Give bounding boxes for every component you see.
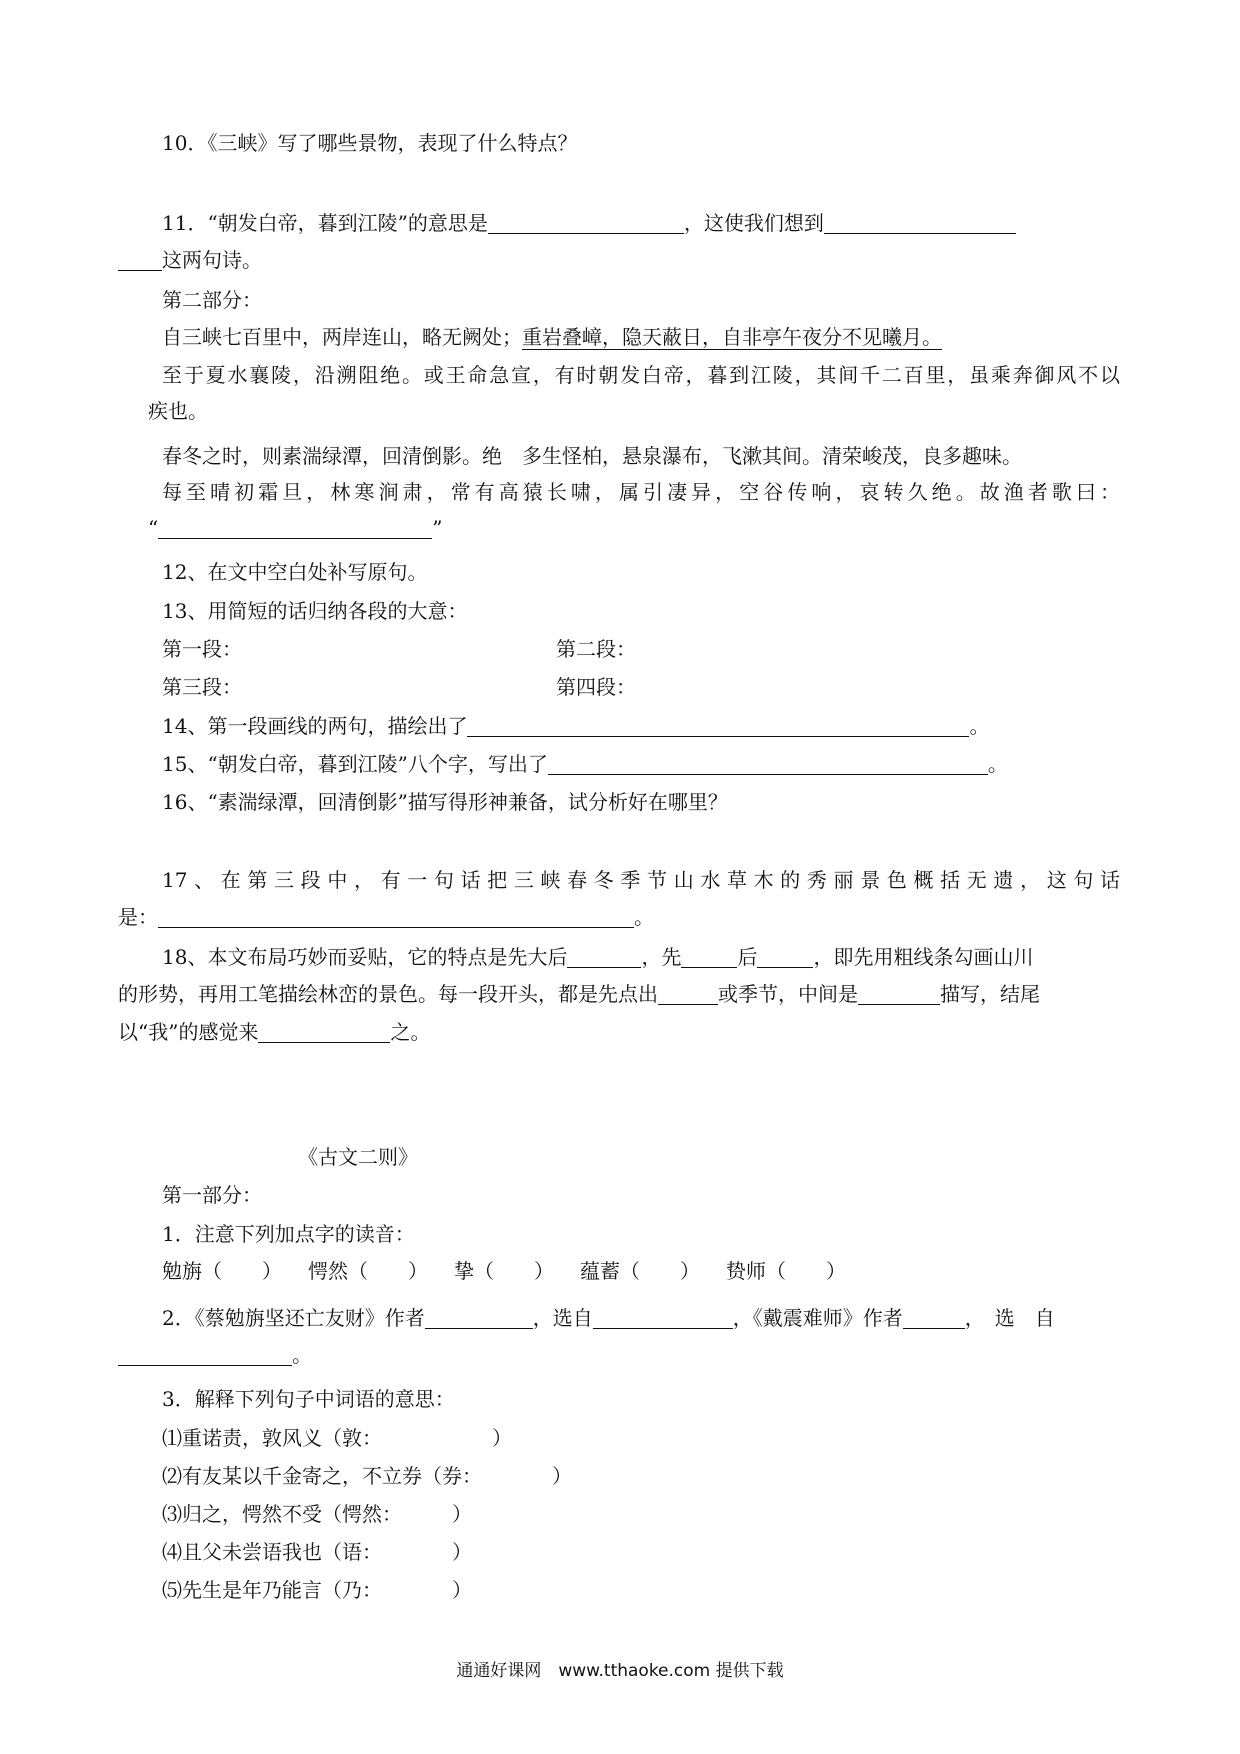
answer-blank[interactable]	[425, 1306, 533, 1329]
question-12: 12、在文中空白处补写原句。	[162, 560, 428, 584]
question-16: 16、“素湍绿潭，回清倒影”描写得形神兼备，试分析好在哪里？	[162, 790, 728, 814]
question-18-text: ，先	[641, 945, 682, 969]
segment-1-label: 第一段：	[162, 637, 242, 661]
reading-item: 蕴蓄（ ）	[580, 1259, 700, 1283]
passage-para-4: 每至晴初霜旦，林寒涧肃，常有高猿长啸，属引凄异，空谷传响，哀转久绝。故渔者歌曰：	[162, 480, 1120, 504]
question-18	[162, 942, 1033, 972]
page-footer: 通通好课网 www.tthaoke.com 提供下载	[456, 1661, 784, 1681]
period: 。	[292, 1343, 312, 1367]
question-18-text: 后	[737, 945, 758, 969]
reading-item: 挚（ ）	[454, 1259, 554, 1283]
sentence-item-3: ⑶归之，愕然不受（愕然： ）	[162, 1502, 472, 1526]
question-11-text-c: 这两句诗。	[162, 248, 262, 272]
answer-blank[interactable]	[158, 516, 432, 539]
answer-blank[interactable]	[118, 1343, 292, 1366]
answer-blank[interactable]	[158, 905, 634, 928]
question-17: 17、在第三段中，有一句话把三峡春冬季节山水草木的秀丽景色概括无遗，这句话	[162, 868, 1120, 892]
answer-blank[interactable]	[548, 752, 988, 775]
guwen-question-2-text: ，《戴震难师》作者	[732, 1306, 903, 1330]
guwen-question-1: 1．注意下列加点字的读音：	[162, 1222, 415, 1246]
question-15	[162, 749, 1008, 779]
section-title: 《古文二则》	[298, 1145, 418, 1169]
question-18-line-3	[118, 1017, 430, 1047]
sentence-item-5: ⑸先生是年乃能言（乃： ）	[162, 1578, 472, 1602]
sentence-item-2: ⑵有友某以千金寄之，不立券（券： ）	[162, 1464, 572, 1488]
question-14	[162, 711, 989, 741]
reading-items	[162, 1256, 846, 1286]
guwen-question-2	[162, 1303, 1055, 1333]
sentence-item-1: ⑴重诺责，敦风义（敦： ）	[162, 1426, 512, 1450]
quote-close: ”	[432, 516, 443, 540]
guwen-question-2-cont	[118, 1340, 312, 1370]
segment-2-label: 第二段：	[556, 637, 636, 661]
answer-blank[interactable]	[903, 1306, 965, 1329]
question-15-text: 15、“朝发白帝，暮到江陵”八个字，写出了	[162, 752, 548, 776]
answer-blank[interactable]	[488, 211, 684, 234]
question-14-text: 14、第一段画线的两句，描绘出了	[162, 714, 468, 738]
question-10: 10．《三峡》写了哪些景物，表现了什么特点？	[162, 131, 578, 155]
segment-3-label: 第三段：	[162, 675, 242, 699]
guwen-part1-heading: 第一部分：	[162, 1183, 262, 1207]
passage-para-2: 至于夏水襄陵，沿溯阻绝。或王命急宣，有时朝发白帝，暮到江陵，其间千二百里，虽乘奔御风不以	[162, 363, 1120, 387]
period: 。	[634, 905, 654, 929]
reading-item: 愕然（ ）	[308, 1259, 428, 1283]
question-18-text: 之。	[390, 1020, 431, 1044]
answer-blank[interactable]	[118, 248, 162, 271]
question-11	[162, 208, 1016, 238]
question-18-text: 以“我”的感觉来	[118, 1020, 259, 1044]
fisherman-song-line	[148, 513, 442, 543]
passage-para-3: 春冬之时，则素湍绿潭，回清倒影。绝 多生怪柏，悬泉瀑布，飞漱其间。清荣峻茂，良多趣味。	[162, 444, 1022, 468]
guwen-question-2-text: 2．《蔡勉旃坚还亡友财》作者	[162, 1306, 425, 1330]
question-18-line-2	[118, 979, 1040, 1009]
answer-blank[interactable]	[258, 1020, 390, 1043]
answer-blank[interactable]	[681, 945, 737, 968]
question-11-text-b: ，这使我们想到	[683, 211, 824, 235]
answer-blank[interactable]	[757, 945, 813, 968]
sentence-item-4: ⑷且父未尝语我也（语： ）	[162, 1540, 472, 1564]
period: 。	[987, 752, 1008, 776]
period: 。	[969, 714, 990, 738]
answer-blank[interactable]	[567, 945, 641, 968]
reading-item: 贽师（ ）	[726, 1259, 846, 1283]
answer-blank[interactable]	[467, 714, 969, 737]
part2-heading: 第二部分：	[162, 288, 262, 312]
reading-item: 勉旃（ ）	[162, 1259, 282, 1283]
answer-blank[interactable]	[658, 982, 718, 1005]
answer-blank[interactable]	[593, 1306, 733, 1329]
passage-para-1-text: 自三峡七百里中，两岸连山，略无阙处；	[162, 325, 522, 349]
question-18-text: 或季节，中间是	[718, 982, 858, 1006]
question-18-text: 描写，结尾	[940, 982, 1040, 1006]
passage-para-2-end: 疾也。	[148, 399, 208, 423]
guwen-question-2-text: ，选自	[532, 1306, 593, 1330]
question-17-text-b: 是：	[118, 905, 158, 929]
question-18-text: ，即先用粗线条勾画山川	[813, 945, 1034, 969]
segment-4-label: 第四段：	[556, 675, 636, 699]
question-18-text: 的形势，再用工笔描绘林峦的景色。每一段开头，都是先点出	[118, 982, 658, 1006]
guwen-question-2-text: ， 选 自	[964, 1306, 1055, 1330]
question-11-text-a: 11．“朝发白帝，暮到江陵”的意思是	[162, 211, 488, 235]
quote-open: “	[148, 516, 159, 540]
answer-blank[interactable]	[858, 982, 940, 1005]
passage-para-1	[162, 322, 942, 352]
guwen-question-3: 3．解释下列句子中词语的意思：	[162, 1387, 455, 1411]
question-11-cont	[118, 245, 262, 275]
underlined-sentence: 重岩叠嶂，隐天蔽日，自非亭午夜分不见曦月。	[522, 325, 942, 349]
question-18-text: 18、本文布局巧妙而妥贴，它的特点是先大后	[162, 945, 568, 969]
answer-blank[interactable]	[824, 211, 1016, 234]
question-17-cont	[118, 902, 654, 932]
question-13: 13、用简短的话归纳各段的大意：	[162, 599, 468, 623]
